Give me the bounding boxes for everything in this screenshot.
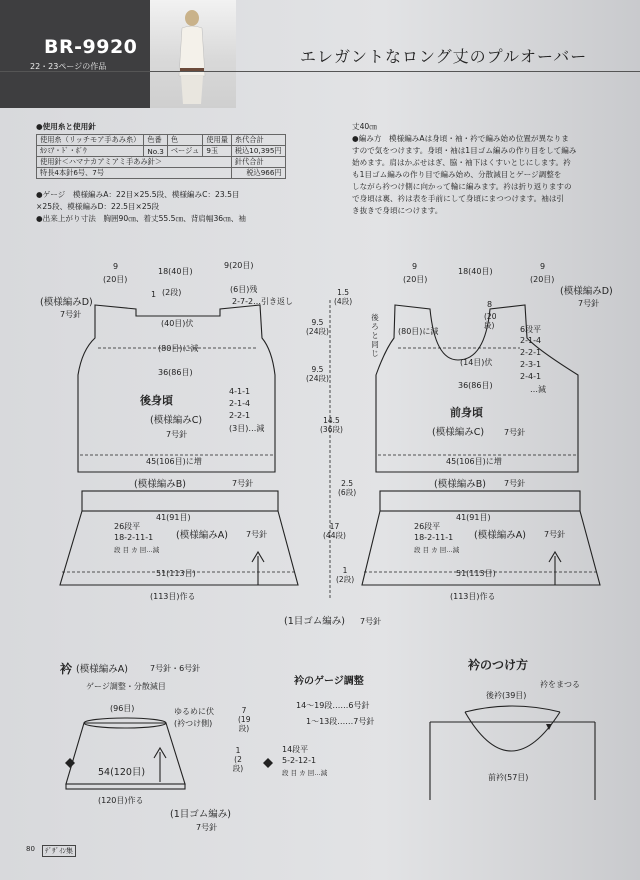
height-2-5 [338, 479, 356, 497]
front-neck-bindoff: (14目)伏 [460, 358, 493, 367]
collar-rib-needle: 7号針 [196, 823, 218, 832]
table-cell: 税込10,395円 [231, 146, 285, 157]
front-cast-on: (113目)作る [450, 592, 496, 601]
front-neck-rows: (20段) [484, 312, 497, 330]
height-9-5-a [306, 318, 329, 336]
table-cell: 色 [167, 135, 202, 146]
collar-rib: (1目ゴム編み) [170, 809, 231, 820]
height-rows: (36段) [320, 425, 343, 434]
collar-loose-sub: (衿つけ側) [174, 719, 213, 728]
table-cell: ｶｼﾐｱ・ﾄﾞ・ﾎﾞｳ [37, 146, 144, 157]
method-line-7: き抜きで身頃につけます。 [352, 206, 443, 215]
back-body-name: 後身頃 [140, 394, 173, 407]
back-arm-seq-1: 2-1-4 [229, 399, 251, 408]
table-cell: No.3 [144, 146, 168, 157]
height-9-5-b [306, 365, 329, 383]
size-line: ●出来上がり寸法 胸囲90㎝、着丈55.5㎝、背肩幅36㎝、袖 [36, 214, 246, 223]
front-body-pattern: (模様編みC) [432, 427, 485, 438]
back-shoulder-remain: (6目)残 [230, 285, 258, 294]
back-seq-note: 段 目 カ 回…減 [114, 546, 160, 554]
back-body-pattern: (模様編みC) [150, 415, 203, 426]
method-line-1: ●編み方 模様編みAは身頃・袖・衿で編み始め位置が異なりま [352, 134, 569, 143]
pattern-code: BR-9920 [44, 36, 138, 58]
front-neck-eight: 8 [487, 300, 493, 309]
front-reduce-80: (80目)に減 [398, 327, 439, 336]
table-cell: 特長4本針6号、7号 [37, 168, 232, 179]
front-neck-seq-4: 2-4-1 [520, 372, 542, 381]
height-rows: (44段) [323, 531, 346, 540]
front-body-name: 前身頃 [450, 406, 483, 419]
front-seq-26: 26段平 [414, 522, 441, 531]
back-reduce-80: (80目)に減 [158, 344, 199, 353]
method-line-3: 始めます。肩はかぶせはぎ、脇・袖下はくすいとじにします。衿 [352, 158, 571, 167]
front-increase-45: 45(106目)に増 [446, 457, 502, 466]
front-top-width: 9 [412, 262, 418, 271]
collar-needle: 7号針・6号針 [150, 664, 201, 673]
page-title: エレガントなロング丈のプルオーバー [300, 47, 588, 66]
page-number: 80 [26, 845, 35, 853]
height-rows: (2段) [336, 575, 355, 584]
back-increase-45: 45(106目)に増 [146, 457, 202, 466]
height-rows: (19段) [238, 715, 251, 733]
height-value: 2.5 [341, 479, 354, 488]
table-cell: 色番 [144, 135, 168, 146]
attach-sew: 衿をまつる [540, 680, 580, 689]
collar-cast-on: (120目)作る [98, 796, 144, 805]
table-cell: 税込966円 [231, 168, 285, 179]
rib-needle: 7号針 [360, 617, 382, 626]
table-cell: 使用糸（リッチモア手あみ糸） [37, 135, 144, 146]
back-width-41: 41(91目) [156, 513, 191, 522]
front-shoulder-width: 9 [540, 262, 546, 271]
collar-width-54: 54(120目) [98, 767, 146, 778]
back-neck-bindoff: (40目)伏 [161, 319, 194, 328]
front-neck-width: 18(40目) [458, 267, 493, 276]
attach-title: 衿のつけ方 [468, 658, 529, 672]
height-value: 1.5 [337, 288, 350, 297]
back-neck-one: 1 [151, 290, 157, 299]
height-14-5 [320, 416, 343, 434]
back-needle-a: 7号針 [246, 530, 268, 539]
back-shoulder-dec: 2-7-2…引き返し [232, 297, 294, 306]
gauge-adjust-line-2: 1〜13段……7号針 [306, 717, 375, 726]
method-line-2: すので気をつけます。身頃・袖は1目ゴム編みの作り目をして編み [352, 146, 577, 155]
height-1 [336, 566, 354, 584]
back-seq-26: 26段平 [114, 522, 141, 531]
back-chest-36: 36(86目) [158, 368, 193, 377]
height-value: 7 [241, 706, 247, 715]
height-rows: (24段) [306, 327, 329, 336]
back-top-width: 9 [113, 262, 119, 271]
front-neck-seq-1: 2-1-4 [520, 336, 542, 345]
collar-seq-title: 14段平 [282, 745, 309, 754]
gauge-line-1: ●ゲージ 模様編みA：22目×25.5段、模様編みC：23.5目 [36, 190, 240, 199]
back-shoulder-width: 9(20目) [224, 261, 254, 270]
height-value: 1 [235, 746, 241, 755]
back-neck-rows: (2段) [162, 288, 182, 297]
table-cell: 針代合計 [231, 157, 285, 168]
front-neck-seq-3: 2-3-1 [520, 360, 542, 369]
collar-pattern: (模様編みA) [76, 664, 128, 675]
collar-title: 衿 [60, 662, 73, 676]
height-value: 9.5 [311, 365, 324, 374]
collar-seq: 5-2-12-1 [282, 756, 317, 765]
height-rows: (2段) [232, 755, 244, 773]
front-pattern-d: (模様編みD) [560, 286, 613, 297]
table-cell: 糸代合計 [231, 135, 285, 146]
gauge-line-2: ×25段、模様編みD：22.5目×25段 [36, 202, 160, 211]
front-needle-d: 7号針 [578, 299, 600, 308]
back-width-51: 51(113目) [156, 569, 196, 578]
front-body-needle: 7号針 [504, 428, 526, 437]
height-value: 17 [329, 522, 340, 531]
front-top-stitches: (20目) [403, 275, 428, 284]
attach-front-collar: 前衿(57目) [488, 773, 529, 782]
table-cell: ベージュ [167, 146, 202, 157]
back-pattern-a: (模様編みA) [176, 530, 228, 541]
front-needle-a: 7号針 [544, 530, 566, 539]
front-width-51: 51(113目) [456, 569, 496, 578]
attach-back-collar: 後衿(39目) [486, 691, 527, 700]
front-neck-seq-2: 2-2-1 [520, 348, 542, 357]
gauge-adjust-title: 衿のゲージ調整 [294, 676, 364, 687]
back-neck-width: 18(40目) [158, 267, 193, 276]
front-seq-note: 段 目 カ 回…減 [414, 546, 460, 554]
front-needle-b: 7号針 [504, 479, 526, 488]
height-value: 14.5 [323, 416, 340, 425]
pattern-subcode: 22・23ページの作品 [30, 62, 107, 71]
height-rows: (6段) [338, 488, 357, 497]
method-line-5: しながら衿つけ側に向かって輪に編みます。衿は折り返りますの [352, 182, 572, 191]
back-pattern-b: (模様編みB) [134, 479, 186, 490]
front-width-41: 41(91目) [456, 513, 491, 522]
height-value: 9.5 [311, 318, 324, 327]
front-neck-seq-0: 6段平 [520, 325, 542, 334]
front-shoulder-stitches: (20目) [530, 275, 555, 284]
method-line-0: 丈40㎝ [352, 122, 377, 131]
rib-label: (1目ゴム編み) [284, 616, 345, 627]
back-body-needle: 7号針 [166, 430, 188, 439]
table-cell: 使用針＜ハマナカアミアミ手あみ針＞ [37, 157, 232, 168]
front-pattern-b: (模様編みB) [434, 479, 486, 490]
front-pattern-a: (模様編みA) [474, 530, 526, 541]
back-arm-seq-3: (3目)…減 [229, 424, 265, 433]
back-cast-on: (113目)作る [150, 592, 196, 601]
collar-note: ゲージ調整・分散減目 [86, 682, 166, 691]
table-cell: 使用量 [203, 135, 232, 146]
table-cell: 9玉 [203, 146, 232, 157]
back-pattern-d: (模様編みD) [40, 297, 93, 308]
height-1-5 [334, 288, 352, 306]
materials-heading: ●使用糸と使用針 [36, 122, 96, 131]
method-line-4: も1目ゴム編みの作り目で編み始め、分散減目とゲージ調整を [352, 170, 562, 179]
front-same-back: 後ろと同じ [371, 313, 379, 358]
collar-height-1 [232, 746, 244, 773]
collar-height-7 [238, 706, 250, 733]
front-neck-seq-5: …減 [530, 385, 546, 394]
back-needle-b: 7号針 [232, 479, 254, 488]
height-17 [323, 522, 346, 540]
height-value: 1 [342, 566, 348, 575]
height-rows: (4段) [334, 297, 353, 306]
back-needle-d: 7号針 [60, 310, 82, 319]
back-top-stitches: (20目) [103, 275, 128, 284]
height-rows: (24段) [306, 374, 329, 383]
front-seq-18: 18-2-11-1 [414, 533, 454, 542]
collar-seq-note: 段 目 カ 回…減 [282, 769, 328, 777]
method-line-6: で身頃は裏、衿は表を手前にして身頃にまつつけます。袖は引 [352, 194, 565, 203]
front-chest-36: 36(86目) [458, 381, 493, 390]
back-arm-seq-0: 4-1-1 [229, 387, 251, 396]
gauge-adjust-line-1: 14〜19段……6号針 [296, 701, 370, 710]
brand-mark: ﾃﾞｻﾞｲﾝ集 [42, 845, 76, 857]
back-arm-seq-2: 2-2-1 [229, 411, 251, 420]
collar-top-96: (96目) [110, 704, 135, 713]
back-seq-18: 18-2-11-1 [114, 533, 154, 542]
collar-loose: ゆるめに伏 [174, 707, 214, 716]
